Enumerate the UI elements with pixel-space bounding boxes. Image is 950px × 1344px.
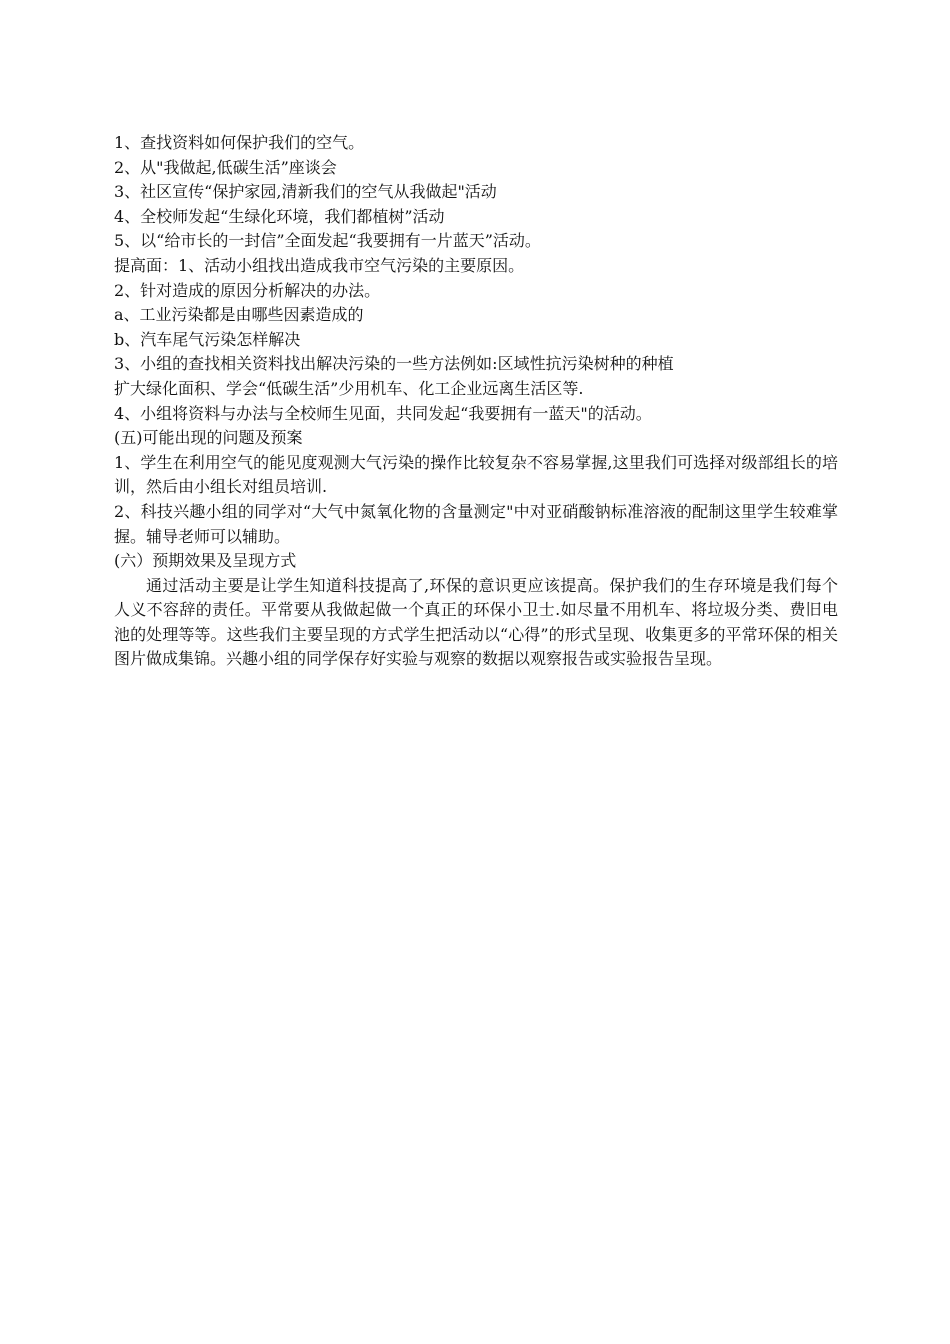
improvement-item-3: 3、小组的查找相关资料找出解决污染的一些方法例如:区域性抗污染树种的种植 bbox=[114, 354, 674, 374]
section-6-heading: (六）预期效果及呈现方式 bbox=[114, 551, 297, 571]
section-6-paragraph: 通过活动主要是让学生知道科技提高了,环保的意识更应该提高。保护我们的生存环境是我们每个人义不容辞的责任。平常要从我做起做一个真正的环保小卫士.如尽量不用机车、将垃圾分类、费旧电池的处理等等。这些我们主要呈现的方式学生把活动以“心得”的形式呈现、收集更多的平常环保的相关图片做成集锦。兴趣小组的同学保存好实验与观察的数据以观察报告或实验报告呈现。 bbox=[114, 575, 838, 669]
problem-1-paragraph: 1、学生在利用空气的能见度观测大气污染的操作比较复杂不容易掌握,这里我们可选择对级部组长的培训，然后由小组长对组员培训. bbox=[114, 452, 838, 497]
activity-item-5: 5、以“给市长的一封信”全面发起“我要拥有一片蓝天”活动。 bbox=[114, 231, 541, 251]
improvement-item-b: b、汽车尾气污染怎样解决 bbox=[114, 329, 301, 349]
activity-item-3: 3、社区宣传“保护家园,清新我们的空气从我做起"活动 bbox=[114, 182, 497, 202]
activity-item-2: 2、从"我做起,低碳生活”座谈会 bbox=[114, 157, 337, 177]
section-5-heading: (五)可能出现的问题及预案 bbox=[114, 428, 303, 448]
improvement-item-a: a、工业污染都是由哪些因素造成的 bbox=[114, 305, 364, 325]
improvement-item-3-cont: 扩大绿化面积、学会“低碳生活”少用机车、化工企业远离生活区等. bbox=[114, 378, 584, 398]
document-body bbox=[114, 131, 838, 672]
improvement-item-1: 提高面：1、活动小组找出造成我市空气污染的主要原因。 bbox=[114, 255, 525, 275]
activity-item-4: 4、全校师发起“生绿化环境，我们都植树”活动 bbox=[114, 206, 445, 226]
improvement-item-2: 2、针对造成的原因分析解决的办法。 bbox=[114, 280, 381, 300]
problem-2-paragraph: 2、科技兴趣小组的同学对“大气中氮氧化物的含量测定"中对亚硝酸钠标准溶液的配制这里学生较难掌握。辅导老师可以辅助。 bbox=[114, 501, 838, 546]
improvement-item-4: 4、小组将资料与办法与全校师生见面，共同发起“我要拥有一蓝天"的活动。 bbox=[114, 403, 652, 423]
activity-item-1: 1、查找资料如何保护我们的空气。 bbox=[114, 133, 365, 152]
